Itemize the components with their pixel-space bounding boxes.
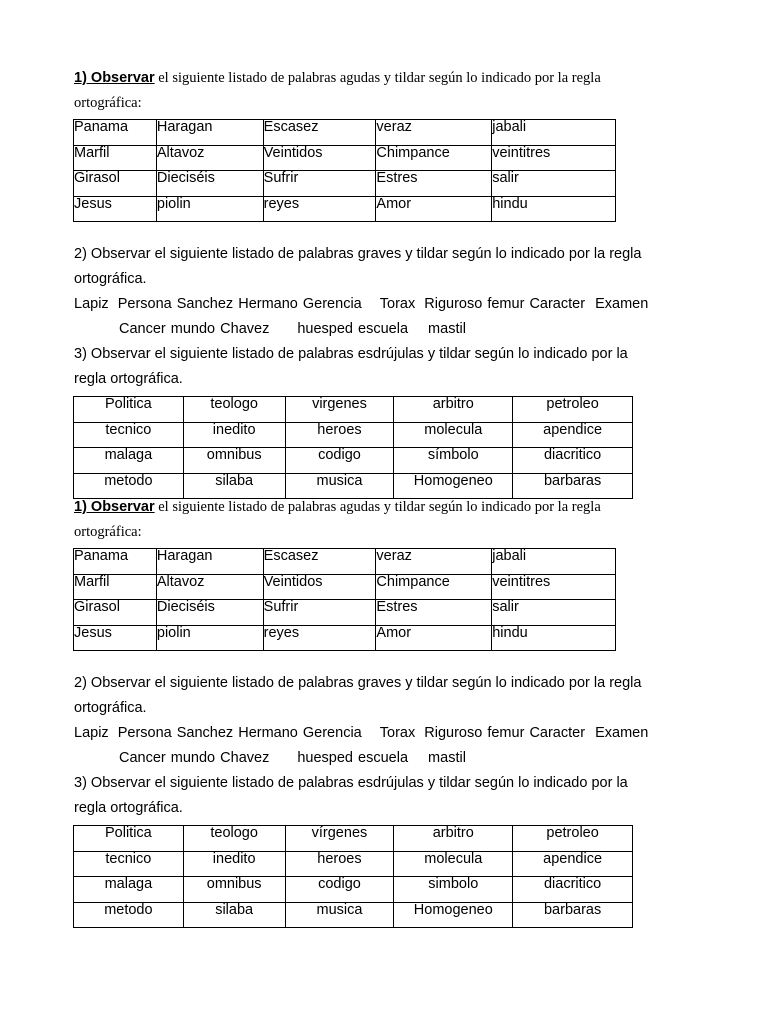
table-cell: piolin [156,196,263,222]
graves-words-line-2 [119,750,466,766]
table-cell: Jesus [74,625,157,651]
table-cell: malaga [74,877,184,903]
table-cell: codigo [285,877,394,903]
table-cell: petroleo [513,397,633,423]
word: Hermano [238,725,298,741]
table-row [74,826,633,852]
table-cell: hindu [492,625,616,651]
word: Examen [595,296,649,312]
table-cell: tecnico [74,851,184,877]
word: mastil [428,750,466,766]
agudas-table [73,119,616,222]
word: femur [487,725,525,741]
table-cell: omnibus [183,877,285,903]
word: mundo [170,321,216,337]
table-cell: Haragan [156,120,263,146]
table-cell: arbitro [394,826,513,852]
table-cell: Chimpance [376,574,492,600]
table-cell: veraz [376,120,492,146]
word: Riguroso [424,296,483,312]
table-cell: vírgenes [285,826,394,852]
table-cell: heroes [285,422,394,448]
word: Chavez [220,750,270,766]
word: escuela [358,750,409,766]
table-cell: Girasol [74,171,157,197]
agudas-instruction-line-1 [74,498,601,516]
table-cell: petroleo [513,826,633,852]
table-row [74,145,616,171]
word: Caracter [529,725,586,741]
table-cell: Chimpance [376,145,492,171]
esdrujulas-table [73,825,633,928]
table-cell: apendice [513,851,633,877]
agudas-instruction-line-2: ortográfica: [74,524,142,540]
table-cell: diacritico [513,448,633,474]
table-cell: Marfil [74,145,157,171]
table-cell: Homogeneo [394,473,513,499]
table-row [74,902,633,928]
table-row [74,851,633,877]
table-cell: veintitres [492,574,616,600]
table-row [74,448,633,474]
word: Cancer [119,321,166,337]
table-cell: Escasez [263,549,376,575]
word: Gerencia [302,296,362,312]
table-cell: silaba [183,473,285,499]
graves-words-line-2 [119,321,466,337]
word: Examen [595,725,649,741]
agudas-number: 1) Observar [74,499,155,515]
esdrujulas-instruction-line-2: regla ortográfica. [74,800,183,816]
word: huesped [297,321,353,337]
table-cell: Amor [376,625,492,651]
table-cell: Veintidos [263,574,376,600]
table-cell: Panama [74,549,157,575]
table-cell: Dieciséis [156,171,263,197]
word: Riguroso [424,725,483,741]
esdrujulas-instruction-line-1: 3) Observar el siguiente listado de palabras esdrújulas y tildar según lo indicado por la [74,775,628,791]
word: mastil [428,321,466,337]
table-cell: molecula [394,851,513,877]
table-cell: molecula [394,422,513,448]
esdrujulas-instruction-line-1: 3) Observar el siguiente listado de palabras esdrújulas y tildar según lo indicado por la [74,346,628,362]
esdrujulas-table [73,396,633,499]
word: Persona [117,296,172,312]
word: Lapiz [74,296,109,312]
table-cell: metodo [74,902,184,928]
table-cell: salir [492,171,616,197]
table-row [74,877,633,903]
table-cell: musica [285,473,394,499]
table-cell: inedito [183,851,285,877]
table-row [74,473,633,499]
word: Sanchez [176,296,234,312]
graves-instruction-line-1: 2) Observar el siguiente listado de palabras graves y tildar según lo indicado por la regla [74,675,642,691]
word: Caracter [529,296,586,312]
table-cell: Amor [376,196,492,222]
word: Hermano [238,296,298,312]
table-cell: reyes [263,625,376,651]
table-cell: inedito [183,422,285,448]
table-cell: malaga [74,448,184,474]
table-cell: símbolo [394,448,513,474]
table-row [74,549,616,575]
table-cell: hindu [492,196,616,222]
word: escuela [358,321,409,337]
table-row [74,196,616,222]
word: Sanchez [176,725,234,741]
word: Chavez [220,321,270,337]
table-row [74,171,616,197]
table-cell: barbaras [513,902,633,928]
table-cell: metodo [74,473,184,499]
table-cell: salir [492,600,616,626]
table-cell: Girasol [74,600,157,626]
word: Lapiz [74,725,109,741]
graves-words-line-1 [74,725,648,741]
graves-instruction-line-2: ortográfica. [74,700,147,716]
word: Persona [117,725,172,741]
agudas-instruction-text: el siguiente listado de palabras agudas y tildar según lo indicado por la regla [154,70,601,86]
table-cell: Haragan [156,549,263,575]
table-cell: codigo [285,448,394,474]
table-cell: Estres [376,600,492,626]
table-cell: Marfil [74,574,157,600]
agudas-instruction-line-2: ortográfica: [74,95,142,111]
agudas-instruction-line-1 [74,69,601,87]
table-row [74,120,616,146]
table-row [74,625,616,651]
word: mundo [170,750,216,766]
table-cell: jabali [492,120,616,146]
table-row [74,422,633,448]
table-cell: simbolo [394,877,513,903]
table-cell: Politica [74,826,184,852]
table-row [74,397,633,423]
table-cell: barbaras [513,473,633,499]
word: Gerencia [302,725,362,741]
word: femur [487,296,525,312]
table-cell: jabali [492,549,616,575]
table-cell: apendice [513,422,633,448]
agudas-table [73,548,616,651]
table-cell: Sufrir [263,600,376,626]
esdrujulas-instruction-line-2: regla ortográfica. [74,371,183,387]
table-cell: omnibus [183,448,285,474]
table-cell: Homogeneo [394,902,513,928]
table-cell: silaba [183,902,285,928]
table-cell: Escasez [263,120,376,146]
table-cell: reyes [263,196,376,222]
table-cell: teologo [183,397,285,423]
table-row [74,574,616,600]
agudas-instruction-text: el siguiente listado de palabras agudas y tildar según lo indicado por la regla [154,499,601,515]
graves-instruction-line-1: 2) Observar el siguiente listado de palabras graves y tildar según lo indicado por la regla [74,246,642,262]
word: huesped [297,750,353,766]
table-cell: Veintidos [263,145,376,171]
table-cell: Altavoz [156,574,263,600]
table-cell: Panama [74,120,157,146]
table-cell: Jesus [74,196,157,222]
table-cell: veintitres [492,145,616,171]
table-cell: diacritico [513,877,633,903]
table-cell: musica [285,902,394,928]
table-cell: virgenes [285,397,394,423]
table-cell: tecnico [74,422,184,448]
table-cell: Politica [74,397,184,423]
graves-instruction-line-2: ortográfica. [74,271,147,287]
agudas-number: 1) Observar [74,70,155,86]
table-cell: veraz [376,549,492,575]
table-cell: arbitro [394,397,513,423]
table-cell: piolin [156,625,263,651]
table-cell: teologo [183,826,285,852]
word: Torax [379,296,416,312]
word: Torax [379,725,416,741]
table-cell: Estres [376,171,492,197]
word: Cancer [119,750,166,766]
table-cell: Sufrir [263,171,376,197]
table-cell: Altavoz [156,145,263,171]
table-cell: heroes [285,851,394,877]
table-cell: Dieciséis [156,600,263,626]
table-row [74,600,616,626]
graves-words-line-1 [74,296,648,312]
